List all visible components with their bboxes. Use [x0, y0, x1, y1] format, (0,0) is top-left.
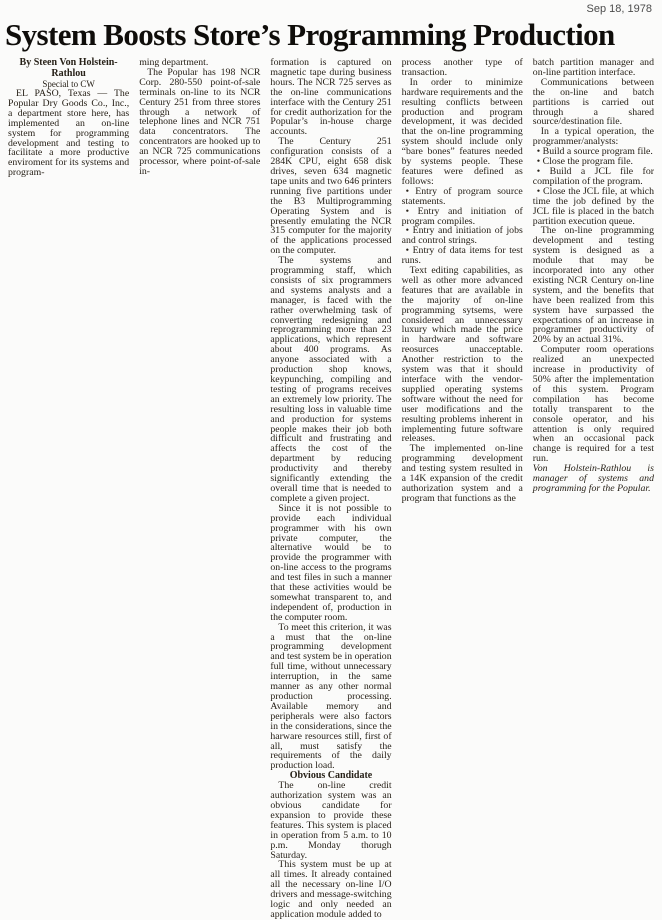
bullet-item: • Entry and initiation of jobs and control strings. — [401, 225, 523, 247]
article-paragraph: batch partition manager and on-line partition interface. — [532, 57, 654, 78]
article-paragraph: The Popular has 198 NCR Corp. 280-550 point-of-sale terminals on-line to its NCR Century 251 from three stores through a network of telephone lines and NCR 751 data concentrators. The concentrators are hooked up to an NCR 725 communications processor, where point-of-sale in- — [139, 66, 261, 177]
article-paragraph: Communications between the on-line and batch partitions is carried out through a shared source/destination file. — [532, 76, 654, 128]
author-credit: Von Holstein-Rathlou is manager of systems and programming for the Popular. — [532, 463, 654, 494]
bullet-item: • Build a source program file. — [536, 146, 653, 158]
article-columns — [8, 57, 654, 920]
article-paragraph: ming department. — [139, 57, 209, 68]
bullet-item: • Build a JCL file for compilation of the program. — [532, 165, 654, 187]
article-paragraph: The on-line programming development and testing system is designed as a module that may be incorporated into any other existing NCR Century on-line system, and the benefits that have been realized from this system have surpassed the expectations of an increase in programmer productivity of 20% by an actual 31%. — [532, 225, 654, 346]
article-column-2 — [139, 58, 260, 177]
bullet-item: • Entry of data items for test runs. — [401, 245, 523, 267]
bullet-item: • Entry and initiation of program compiles. — [401, 205, 523, 227]
article-paragraph: EL PASO, Texas — The Popular Dry Goods Co., Inc., a department store here, has implemented an on-line system for programming development and testing to facilitate a more productive enviroment for its systems and program- — [8, 88, 130, 179]
bullet-item: • Close the program file. — [536, 156, 634, 168]
article-paragraph: The implemented on-line programming development and testing system resulted in a 14K expansion of the credit authorization system and a program that functions as the — [401, 443, 523, 504]
article-paragraph: In order to minimize hardware requirements and the resulting conflicts between production and program development, it was decided that the on-line programming system should include only “bare bones” features needed by systems people. These features were defined as follows: — [401, 76, 523, 187]
special-to-cw-tagline: Special to CW — [42, 79, 95, 89]
bullet-item: • Entry of program source statements. — [401, 185, 523, 207]
bullet-item: • Close the JCL file, at which time the job defined by the JCL file is placed in the batch partition execution queue. — [532, 185, 654, 227]
article-paragraph: process another type of transaction. — [401, 57, 523, 78]
article-paragraph: Since it is not possible to provide each individual programmer with his own private computer, the alternative would be to provide the programmer with on-line access to the programs and test files in such a manner that these activities would be somewhat transparent to, and independent of, production in the computer room. — [270, 502, 392, 623]
article-headline: System Boosts Store’s Programming Production — [5, 17, 615, 52]
article-paragraph: In a typical operation, the programmer/analysts: — [532, 126, 654, 148]
byline: By Steen Von Holstein-Rathlou — [19, 57, 118, 79]
article-column-1 — [8, 58, 129, 178]
article-column-4 — [402, 58, 523, 504]
article-paragraph: The on-line credit authorization system was an obvious candidate for expansion to provide these features. This system is placed in operation from 5 a.m. to 10 p.m. Monday thorugh Saturday. — [270, 780, 392, 861]
article-paragraph: Computer room operations realized an unexpected increase in productivity of 50% after the implementation of this system. Program compilation has become totally transparent to the console operator, and his attention is only required when an occasional pack change is required for a test run. — [532, 344, 654, 465]
article-paragraph: formation is captured on magnetic tape during business hours. The NCR 725 serves as the on-line communications interface with the Century 251 for credit authorization for the Popular’s in-house charge accounts. — [270, 57, 392, 138]
article-paragraph: To meet this criterion, it was a must that the on-line programming development and test system be in operation full time, without unnecessary interruption, in the same manner as any other normal production processing. Available memory and peripherals were also factors in the considerations, since the harware resources still, first of all, must satisfy the requirements of the daily production load. — [270, 621, 392, 772]
article-paragraph: The Century 251 configuration consists of a 284K CPU, eight 658 disk drives, seven 634 magnetic tape units and two 646 printers running five partitions under the B3 Multiprogramming Operating System and is presently emulating the NCR 315 computer for the majority of the applications processed on the computer. — [270, 136, 392, 257]
article-paragraph: The systems and programming staff, which consists of six programmers and systems analysts and a manager, is faced with the rather overwhelming task of converting redesigning and reprogramming more than 23 applications, which represent about 400 programs. As anyone associated with a production shop knows, keypunching, compiling and testing of programs receives an extremely low priority. The resulting loss in valuable time and production for systems people makes their job both difficult and frustrating and affects the cost of the department by reducing productivity and thereby significantly extending the overall time that is needed to complete a given project. — [270, 255, 392, 504]
article-column-5 — [533, 58, 654, 494]
page-date: Sep 18, 1978 — [586, 3, 652, 15]
article-paragraph: Text editing capabilities, as well as other more advanced features that are available in the majority of on-line programming sytsems, were considered an unnecessary luxury which made the price in hardware and software reosurces unacceptable. Another restriction to the system was that it should interface with the vendor-supplied operating systems software without the need for user modifications and the resulting problems inherent in implementing future software releases. — [401, 265, 523, 445]
article-column-3 — [270, 58, 391, 920]
article-paragraph: This system must be up at all times. It already contained all the necessary on-line I/O drivers and message-switching logic and only needed an application module added to — [270, 859, 392, 920]
subheading-obvious-candidate: Obvious Candidate — [289, 770, 373, 782]
